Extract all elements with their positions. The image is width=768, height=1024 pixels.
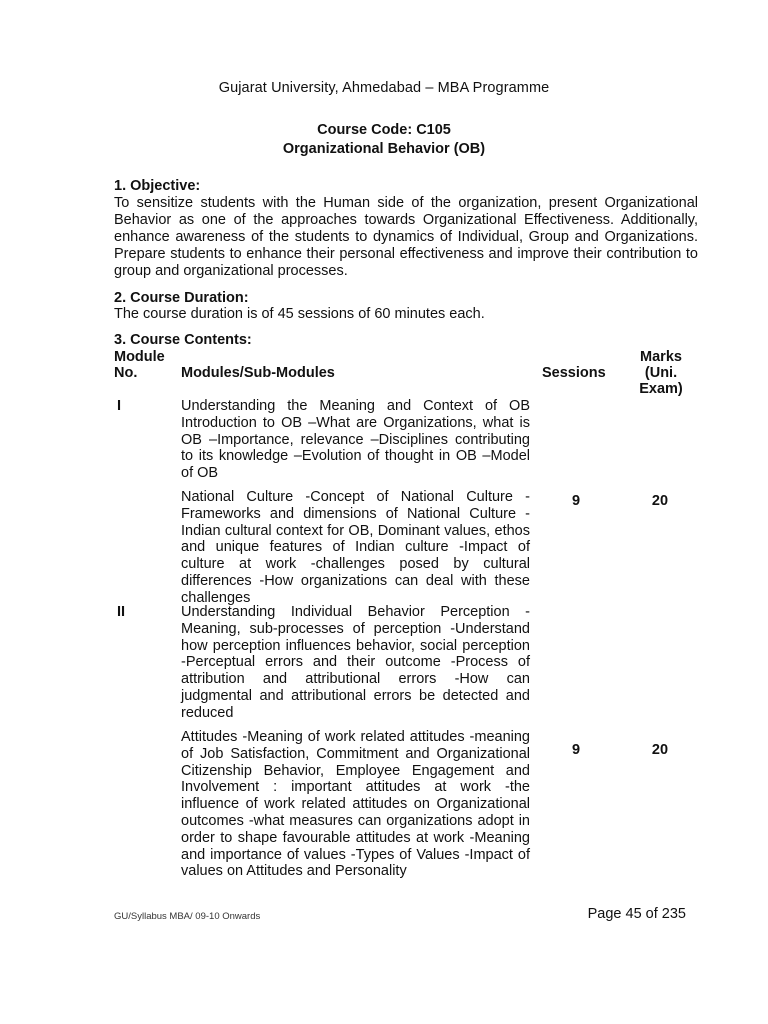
contents-heading: 3. Course Contents: [114,332,252,348]
sub-module-text: Understanding Individual Behavior Perception -Meaning, sub-processes of perception -Understand how perception influences behavior, social perception -Perceptual errors and their outcome -Process of attribution and attributional errors -How can judgmental and attributional errors be detected and reduced [181,604,530,721]
column-header-module-line1: Module [114,349,165,365]
column-header-modules: Modules/Sub-Modules [181,365,335,381]
duration-text: The course duration is of 45 sessions of 60 minutes each. [114,306,485,322]
course-title: Organizational Behavior (OB) [282,141,486,157]
module-number: II [117,604,126,620]
column-header-module-no [114,349,165,381]
column-header-marks-line3: Exam) [639,381,683,397]
sub-module-text: Understanding the Meaning and Context of OB Introduction to OB –What are Organizations, what is OB –Importance, relevance –Disciplines contributing to its knowledge –Evolution of thought in OB –Model of OB [181,398,530,482]
marks-value: 20 [651,493,669,509]
module-number: I [117,398,122,414]
column-header-marks [628,349,694,397]
column-header-sessions: Sessions [542,365,606,381]
university-header: Gujarat University, Ahmedabad – MBA Programme [218,80,550,96]
page-number: Page 45 of 235 [587,906,686,922]
sub-module-text: National Culture -Concept of National Culture -Frameworks and dimensions of National Culture -Indian cultural context for OB, Dominant values, ethos and unique features of Indian culture -Impact of culture at work -challenges posed by cultural differences -How organizations can deal with these challenges [181,489,530,606]
column-header-module-line2: No. [114,365,138,381]
column-header-marks-line2: (Uni. [644,365,678,381]
objective-text: To sensitize students with the Human side of the organization, present Organizational Behavior as one of the approaches towards Organizational Effectiveness. Additionally, enhance awareness of the students to dynamics of Individual, Group and Organizations. Prepare students to enhance their personal effectiveness and improve their contribution to group and organizational processes. [114,195,698,279]
sessions-value: 9 [571,493,581,509]
footer-syllabus-label: GU/Syllabus MBA/ 09-10 Onwards [114,911,261,922]
sub-module-text: Attitudes -Meaning of work related attitudes -meaning of Job Satisfaction, Commitment and Organizational Citizenship Behavior, Employee Engagement and Involvement : important attitudes at work -the influence of work related attitudes on Organizational outcomes -what measures can organizations adopt in order to shape favourable attitudes at work -Meaning and importance of values -Types of Values -Impact of values on Attitudes and Personality [181,729,530,880]
course-code: Course Code: C105 [317,122,451,138]
sessions-value: 9 [571,742,581,758]
marks-value: 20 [651,742,669,758]
objective-heading: 1. Objective: [114,178,201,194]
duration-heading: 2. Course Duration: [114,290,249,306]
column-header-marks-line1: Marks [640,349,682,365]
